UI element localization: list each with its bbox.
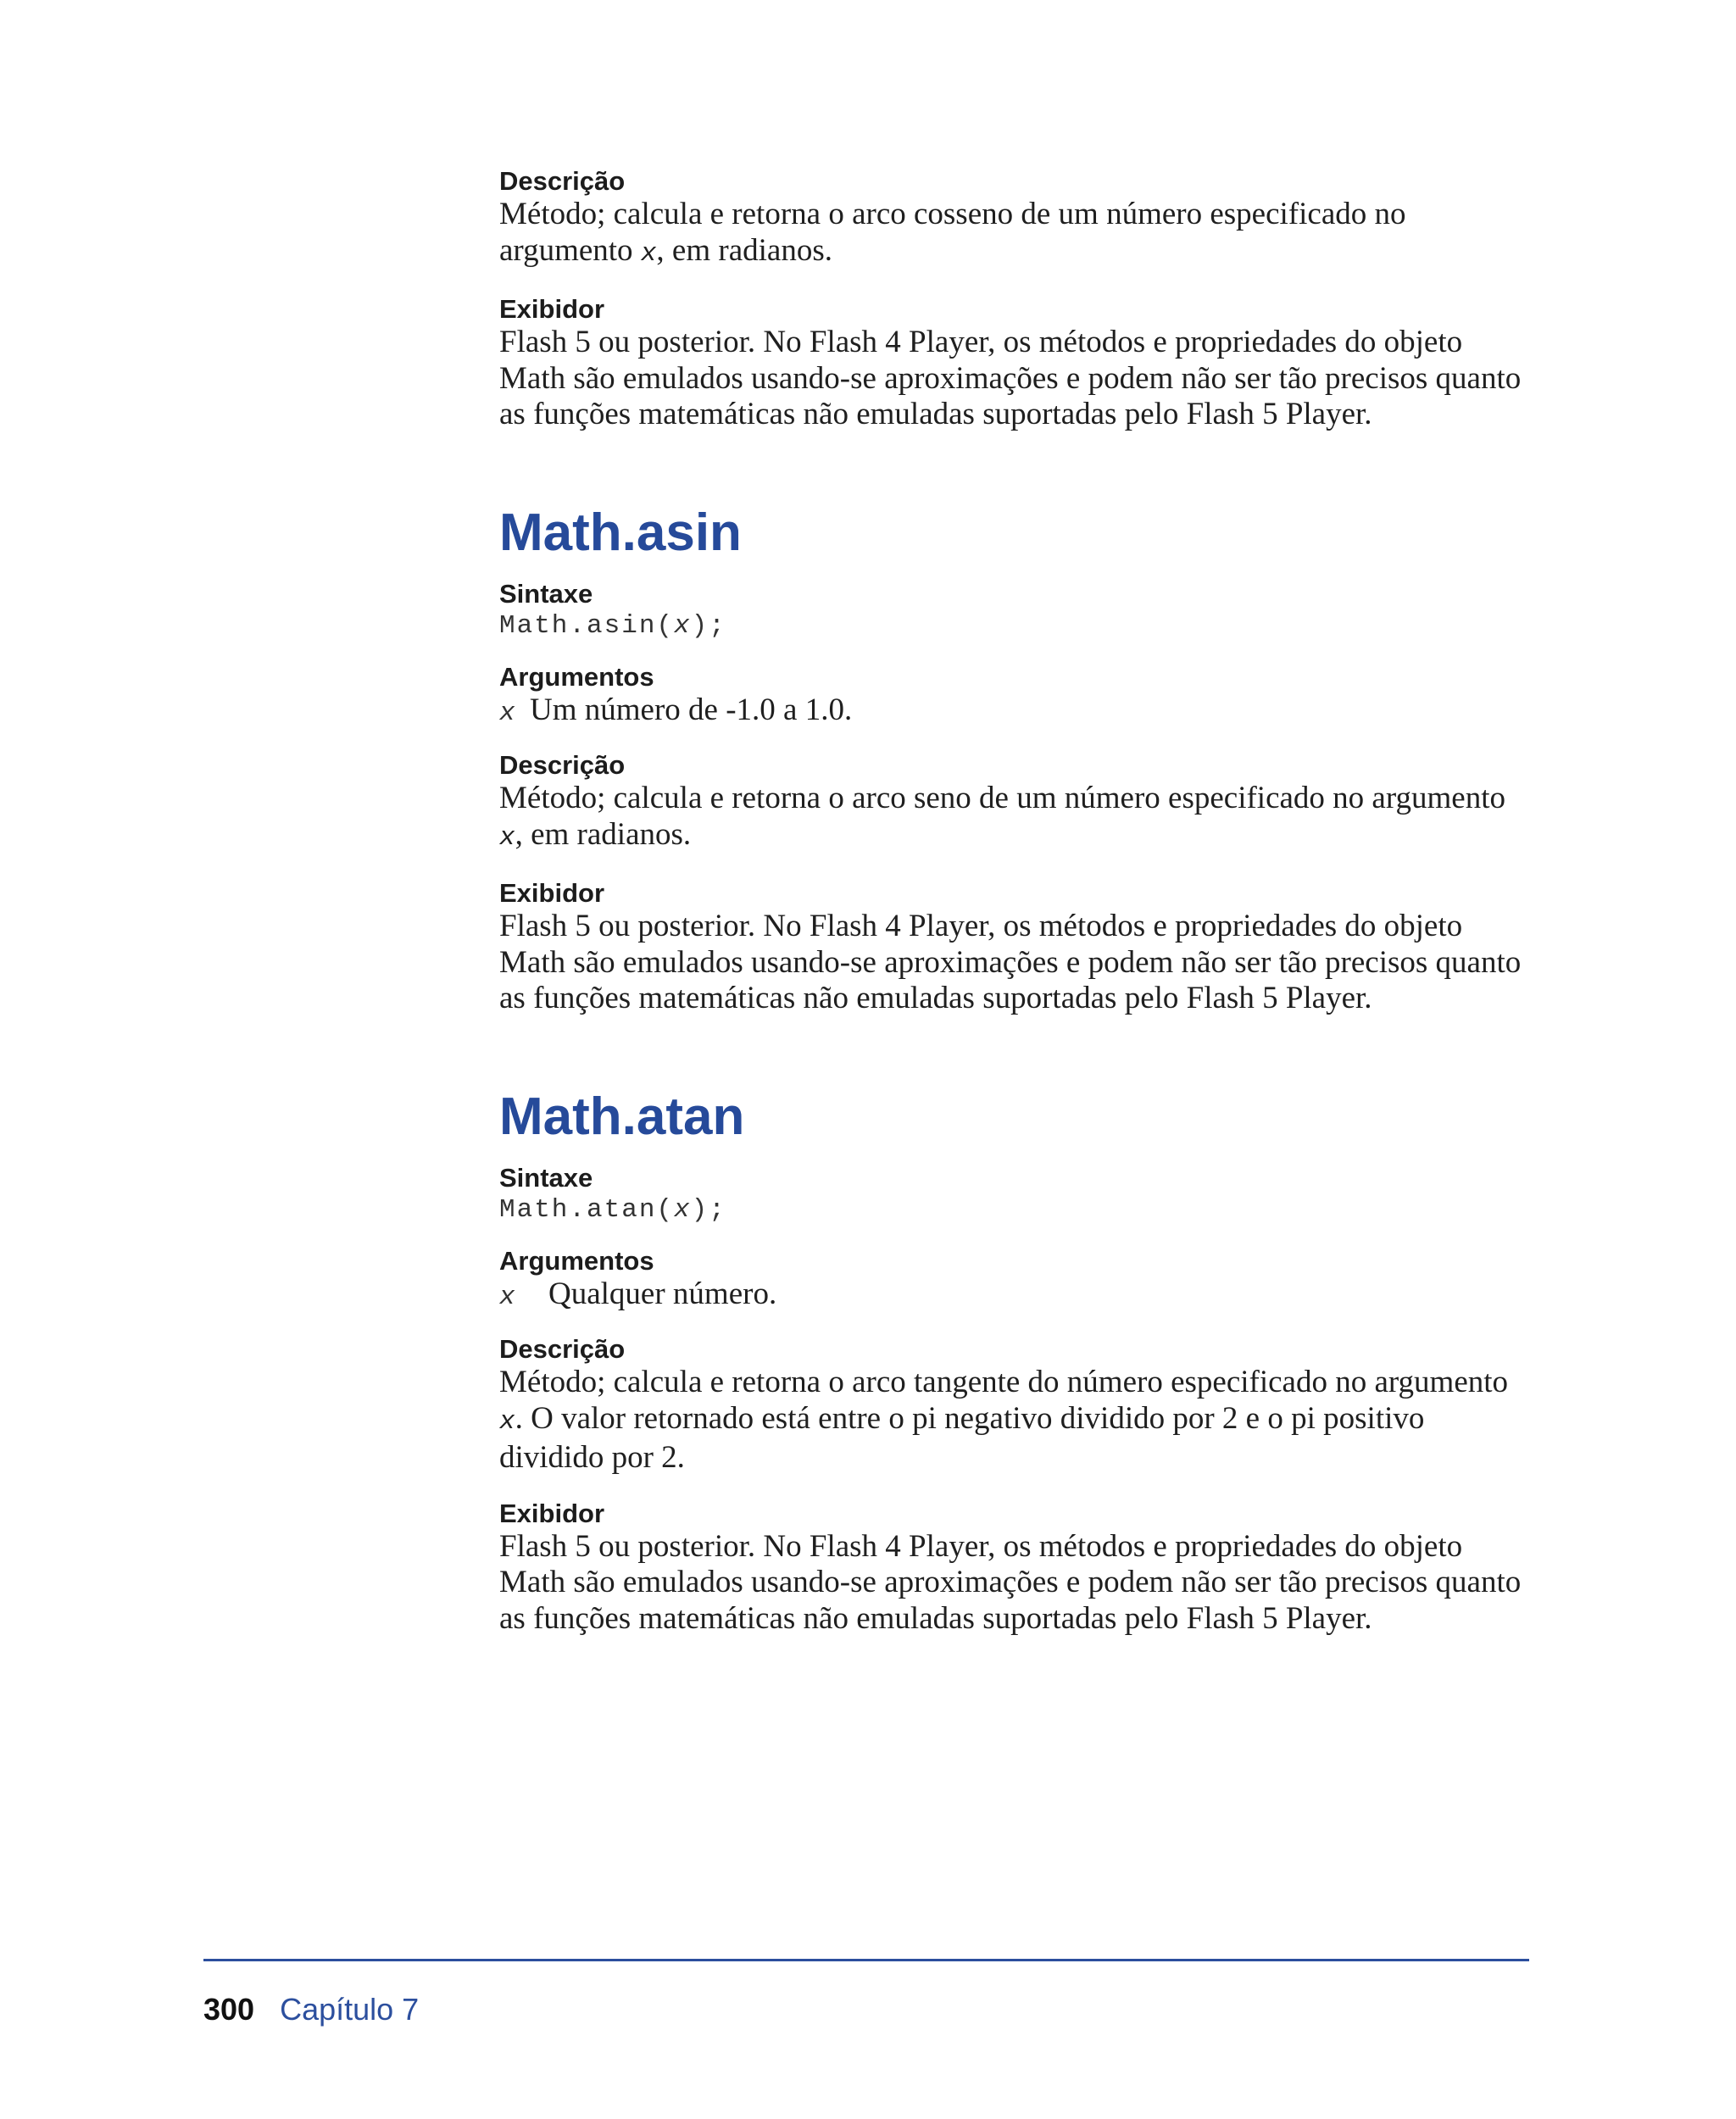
descricao-label: Descrição [499, 1334, 626, 1364]
sintaxe-label: Sintaxe [499, 1162, 593, 1193]
argument-variable: x [499, 1406, 515, 1437]
descricao-text [499, 197, 1542, 272]
argument-row [499, 692, 1542, 732]
exibidor-label: Exibidor [499, 1498, 605, 1528]
descricao-line: Método; calcula e retorna o arco cosseno de um número especificado no [499, 197, 1406, 231]
code-text: ); [691, 1194, 726, 1225]
page-footer [203, 1992, 419, 2027]
argumentos-label: Argumentos [499, 1245, 654, 1276]
descricao-line: argumento [499, 232, 641, 268]
chapter-label: Capítulo 7 [280, 1992, 420, 2027]
exibidor-line: Flash 5 ou posterior. No Flash 4 Player, os métodos e propriedades do objeto [499, 909, 1463, 943]
exibidor-label: Exibidor [499, 294, 605, 324]
descricao-text [499, 1365, 1542, 1477]
exibidor-line: as funções matemáticas não emuladas suportadas pelo Flash 5 Player. [499, 981, 1372, 1015]
descricao-line: Método; calcula e retorna o arco seno de um número especificado no argumento [499, 781, 1505, 815]
exibidor-line: as funções matemáticas não emuladas suportadas pelo Flash 5 Player. [499, 1600, 1372, 1636]
descricao-line: , em radianos. [656, 232, 832, 268]
argument-description: Um número de -1.0 a 1.0. [530, 692, 853, 727]
argument-description: Qualquer número. [548, 1276, 777, 1311]
code-text: Math.asin( [499, 610, 675, 641]
exibidor-text [499, 325, 1542, 433]
syntax-code [499, 609, 1542, 643]
section-title-asin: Math.asin [499, 503, 742, 562]
footer-rule [203, 1959, 1529, 1961]
argumentos-label: Argumentos [499, 661, 654, 692]
sintaxe-label: Sintaxe [499, 578, 593, 609]
exibidor-label: Exibidor [499, 878, 605, 908]
code-text: Math.atan( [499, 1194, 675, 1225]
argument-variable: x [640, 238, 657, 269]
argument-variable: x [499, 1282, 515, 1312]
exibidor-line: Flash 5 ou posterior. No Flash 4 Player, os métodos e propriedades do objeto [499, 1528, 1463, 1564]
argument-variable: x [499, 822, 515, 853]
descricao-text [499, 781, 1542, 856]
descricao-label: Descrição [499, 750, 626, 780]
exibidor-text [499, 1529, 1542, 1638]
page-content [499, 166, 1542, 1637]
exibidor-text [499, 909, 1542, 1017]
code-variable: x [674, 1194, 692, 1225]
syntax-code [499, 1193, 1542, 1227]
argument-row [499, 1276, 1542, 1316]
exibidor-line: as funções matemáticas não emuladas suportadas pelo Flash 5 Player. [499, 397, 1372, 431]
descricao-line: dividido por 2. [499, 1440, 685, 1475]
code-variable: x [674, 610, 692, 641]
descricao-line: , em radianos. [515, 816, 692, 852]
descricao-label: Descrição [499, 166, 626, 196]
descricao-line: . O valor retornado está entre o pi negativo dividido por 2 e o pi positivo [515, 1400, 1425, 1436]
exibidor-line: Math são emulados usando-se aproximações e podem não ser tão precisos quanto [499, 1565, 1522, 1599]
exibidor-line: Flash 5 ou posterior. No Flash 4 Player, os métodos e propriedades do objeto [499, 325, 1463, 359]
descricao-line: Método; calcula e retorna o arco tangente do número especificado no argumento [499, 1365, 1509, 1399]
page-number: 300 [203, 1992, 255, 2027]
code-text: ); [691, 610, 726, 641]
exibidor-line: Math são emulados usando-se aproximações e podem não ser tão precisos quanto [499, 944, 1522, 980]
section-title-atan: Math.atan [499, 1087, 745, 1146]
exibidor-line: Math são emulados usando-se aproximações e podem não ser tão precisos quanto [499, 360, 1522, 396]
argument-variable: x [499, 698, 515, 728]
